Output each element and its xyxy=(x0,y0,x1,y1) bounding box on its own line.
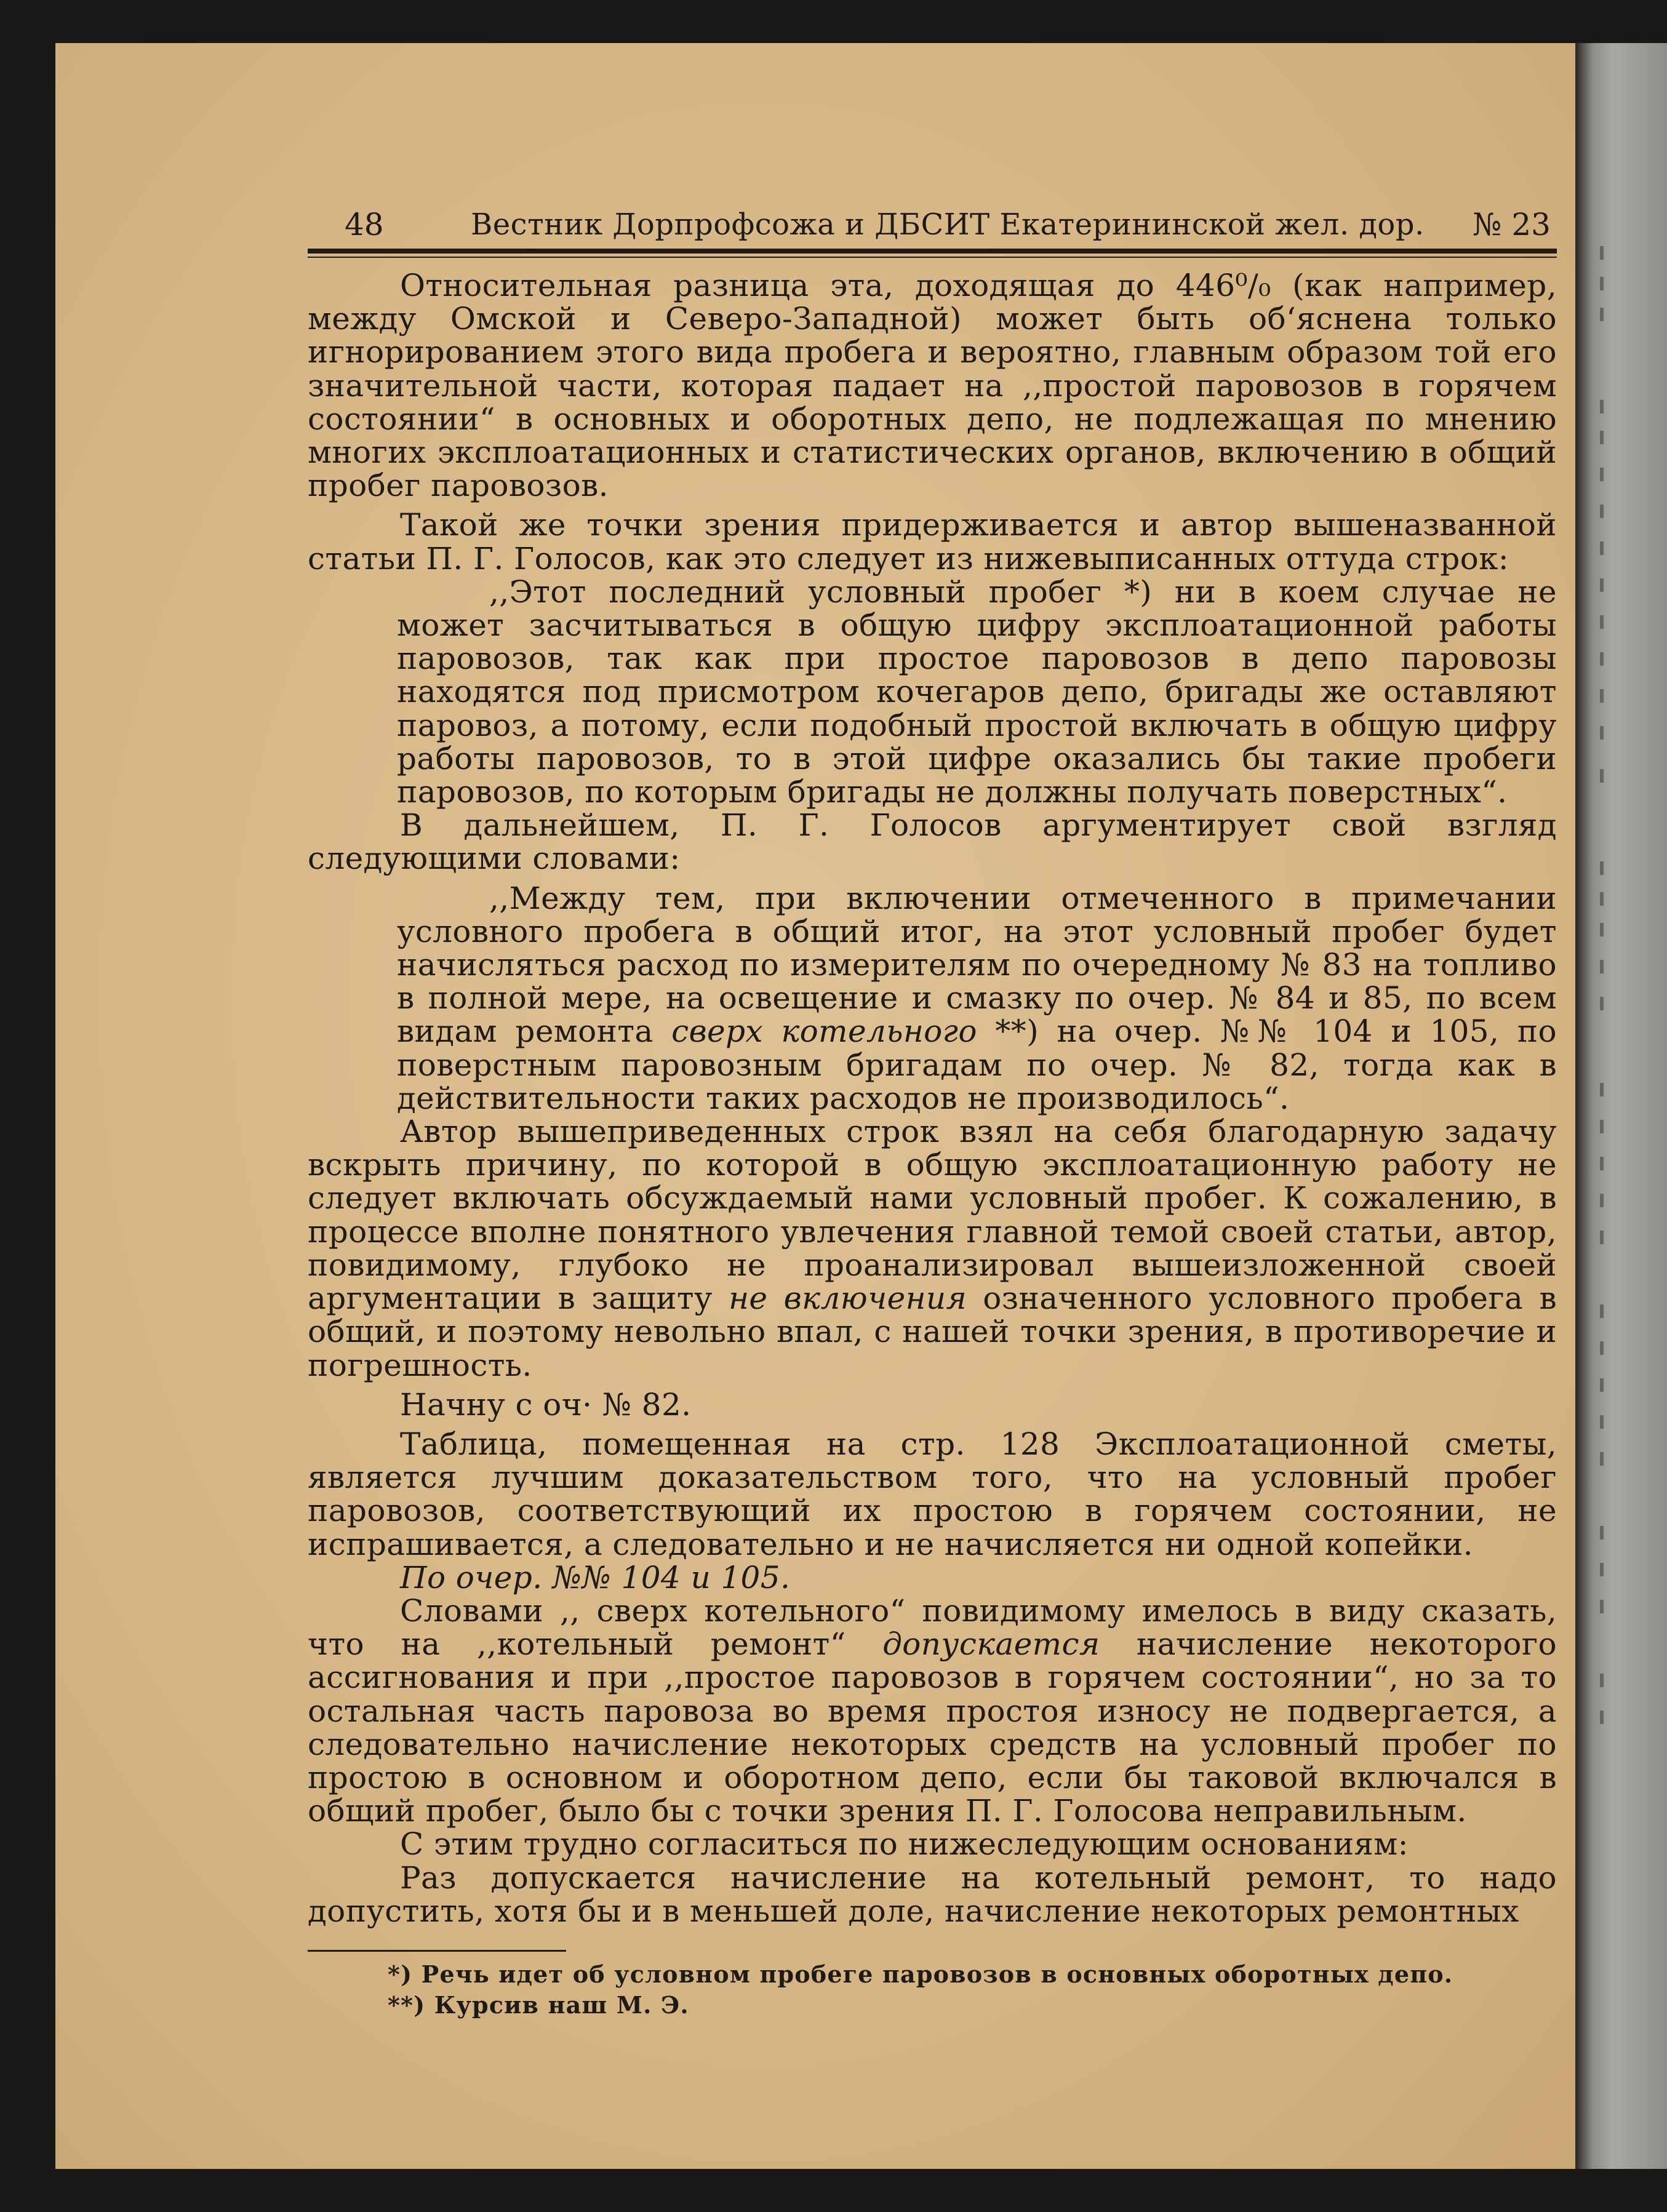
paragraph-3: В дальнейшем, П. Г. Голосов аргументирует свой взгляд следующими словами: xyxy=(308,807,1557,877)
spine-mark xyxy=(1600,615,1604,629)
spine-mark xyxy=(1600,1194,1604,1207)
spine-mark xyxy=(1600,726,1604,740)
header-rule-thick xyxy=(308,249,1557,254)
spine-mark xyxy=(1600,1083,1604,1096)
spine-mark xyxy=(1600,1120,1604,1133)
spine-mark xyxy=(1600,769,1604,783)
spine-mark xyxy=(1600,1600,1604,1613)
spine-mark xyxy=(1600,431,1604,444)
spine-mark xyxy=(1600,689,1604,703)
paragraph-8: С этим трудно согласиться по нижеследующим основаниям: xyxy=(400,1826,1409,1863)
spine-mark xyxy=(1600,1711,1604,1724)
paragraph-6: Таблица, помещенная на стр. 128 Эксплоатационной сметы, является лучшим доказательством того, что на условный пробег паровозов, соответствующий их простою в горячем состоянии, не испрашивается, а следовательно и не начисляется ни одной копейки. xyxy=(308,1426,1557,1562)
spine-mark xyxy=(1600,923,1604,936)
spine-mark xyxy=(1600,1452,1604,1466)
paragraph-9: Раз допускается начисление на котельный ремонт, то надо допустить, хотя бы и в меньшей доле, начисление некоторых ремонтных xyxy=(308,1859,1557,1929)
spine-mark xyxy=(1600,1563,1604,1576)
spine-mark xyxy=(1600,277,1604,290)
spine-mark xyxy=(1600,960,1604,973)
spine-mark xyxy=(1600,1415,1604,1429)
paragraph-7 xyxy=(308,1594,1557,1827)
running-header xyxy=(308,203,1557,246)
paragraph-5: Начну с оч· № 82. xyxy=(400,1386,692,1423)
paragraph-4 xyxy=(308,1115,1557,1382)
footnote-rule xyxy=(308,1950,566,1952)
page-content xyxy=(308,203,1557,2021)
spine-mark xyxy=(1600,505,1604,518)
footnote-2: **) Курсив наш М. Э. xyxy=(388,1990,689,2019)
paragraph-1: Относительная разница эта, доходящая до 446⁰/₀ (как например, между Омской и Северо-Западной) может быть об‘яснена только игнорированием этого вида пробега и вероятно, главным образом той его значительной части, которая падает на ,,простой паровозов в горячем состоянии“ в основных и оборотных депо, не подлежащая по мнению многих эксплоатационных и статистических органов, включению в общий пробег паровозов. xyxy=(308,268,1557,504)
quote-2-text: ,,Между тем, при включении отмеченного в примечании условного пробега в общий итог, на этот условный пробег будет начисляться расход по измерителям по очередному № 83 на топливо в полной мере, на освещение и смазку по очер. № 84 и 85, по всем видам ремонта сверх котельного **) на очер. №№ 104 и 105, по поверстным паровозным бригадам по очер. № 82, тогда как в действительности таких расходов не производилось“. xyxy=(397,880,1557,1116)
spine-mark xyxy=(1600,468,1604,481)
spine-mark xyxy=(1600,400,1604,413)
spine-mark xyxy=(1600,1304,1604,1318)
journal-title: Вестник Дорпрофсожа и ДБСИТ Екатерининской жел. дор. xyxy=(471,207,1425,242)
spine-mark xyxy=(1600,652,1604,666)
spine-mark xyxy=(1600,246,1604,260)
footnote-1: *) Речь идет об условном пробеге паровозов в основных оборотных депо. xyxy=(388,1960,1453,1988)
book-spine xyxy=(1575,43,1667,2169)
spine-mark xyxy=(1600,1674,1604,1687)
page-number: 48 xyxy=(345,207,384,242)
quote-2 xyxy=(397,882,1557,1115)
spine-mark xyxy=(1600,578,1604,592)
spine-mark xyxy=(1600,1378,1604,1392)
spine-mark xyxy=(1600,861,1604,875)
spine-mark xyxy=(1600,1231,1604,1244)
spine-mark xyxy=(1600,892,1604,906)
header-rule-thin xyxy=(308,257,1557,258)
issue-number: № 23 xyxy=(1473,207,1551,242)
quote-1: ,,Этот последний условный пробег *) ни в коем случае не может засчитываться в общую цифру эксплоатационной работы паровозов, так как при простое паровозов в депо паровозы находятся под присмотром кочегаров депо, бригады же оставляют паровоз, а потому, если подобный простой включать в общую цифру работы паровозов, то в этой цифре оказались бы такие пробеги паровозов, по которым бригады не должны получать поверстных“. xyxy=(397,573,1557,810)
spine-mark xyxy=(1600,997,1604,1010)
spine-mark xyxy=(1600,541,1604,555)
spine-mark xyxy=(1600,1157,1604,1170)
paragraph-4-text: Автор вышеприведенных строк взял на себя благодарную задачу вскрыть причину, по которой в общую эксплоатационную работу не следует включать обсуждаемый нами условный пробег. К сожалению, в процессе вполне понятного увлечения главной темой своей статьи, автор, повидимому, глубоко не проанализировал вышеизложенной своей аргументации в защиту не включения означенного условного пробега в общий, и поэтому невольно впал, с нашей точки зрения, в противоречие и погрешность. xyxy=(308,1114,1557,1383)
subheading-ochered: По очер. №№ 104 и 105. xyxy=(400,1559,791,1595)
paragraph-2: Такой же точки зрения придерживается и автор вышеназванной статьи П. Г. Голосов, как это следует из нижевыписанных оттуда строк: xyxy=(308,507,1557,577)
spine-mark xyxy=(1600,308,1604,321)
paragraph-7-text: Словами ,, сверх котельного“ повидимому имелось в виду сказать, что на ,,котельный ремонт“ допускается начисление некоторого ассигнования и при ,,простое паровозов в горячем состоянии“, но за то остальная часть паровоза во время простоя износу не подвергается, а следовательно начисление некоторых средств на условный пробег по простою в основном и оборотном депо, если бы таковой включался в общий пробег, было бы с точки зрения П. Г. Голосова неправильным. xyxy=(308,1592,1557,1829)
spine-mark xyxy=(1600,1341,1604,1355)
spine-mark xyxy=(1600,1526,1604,1539)
